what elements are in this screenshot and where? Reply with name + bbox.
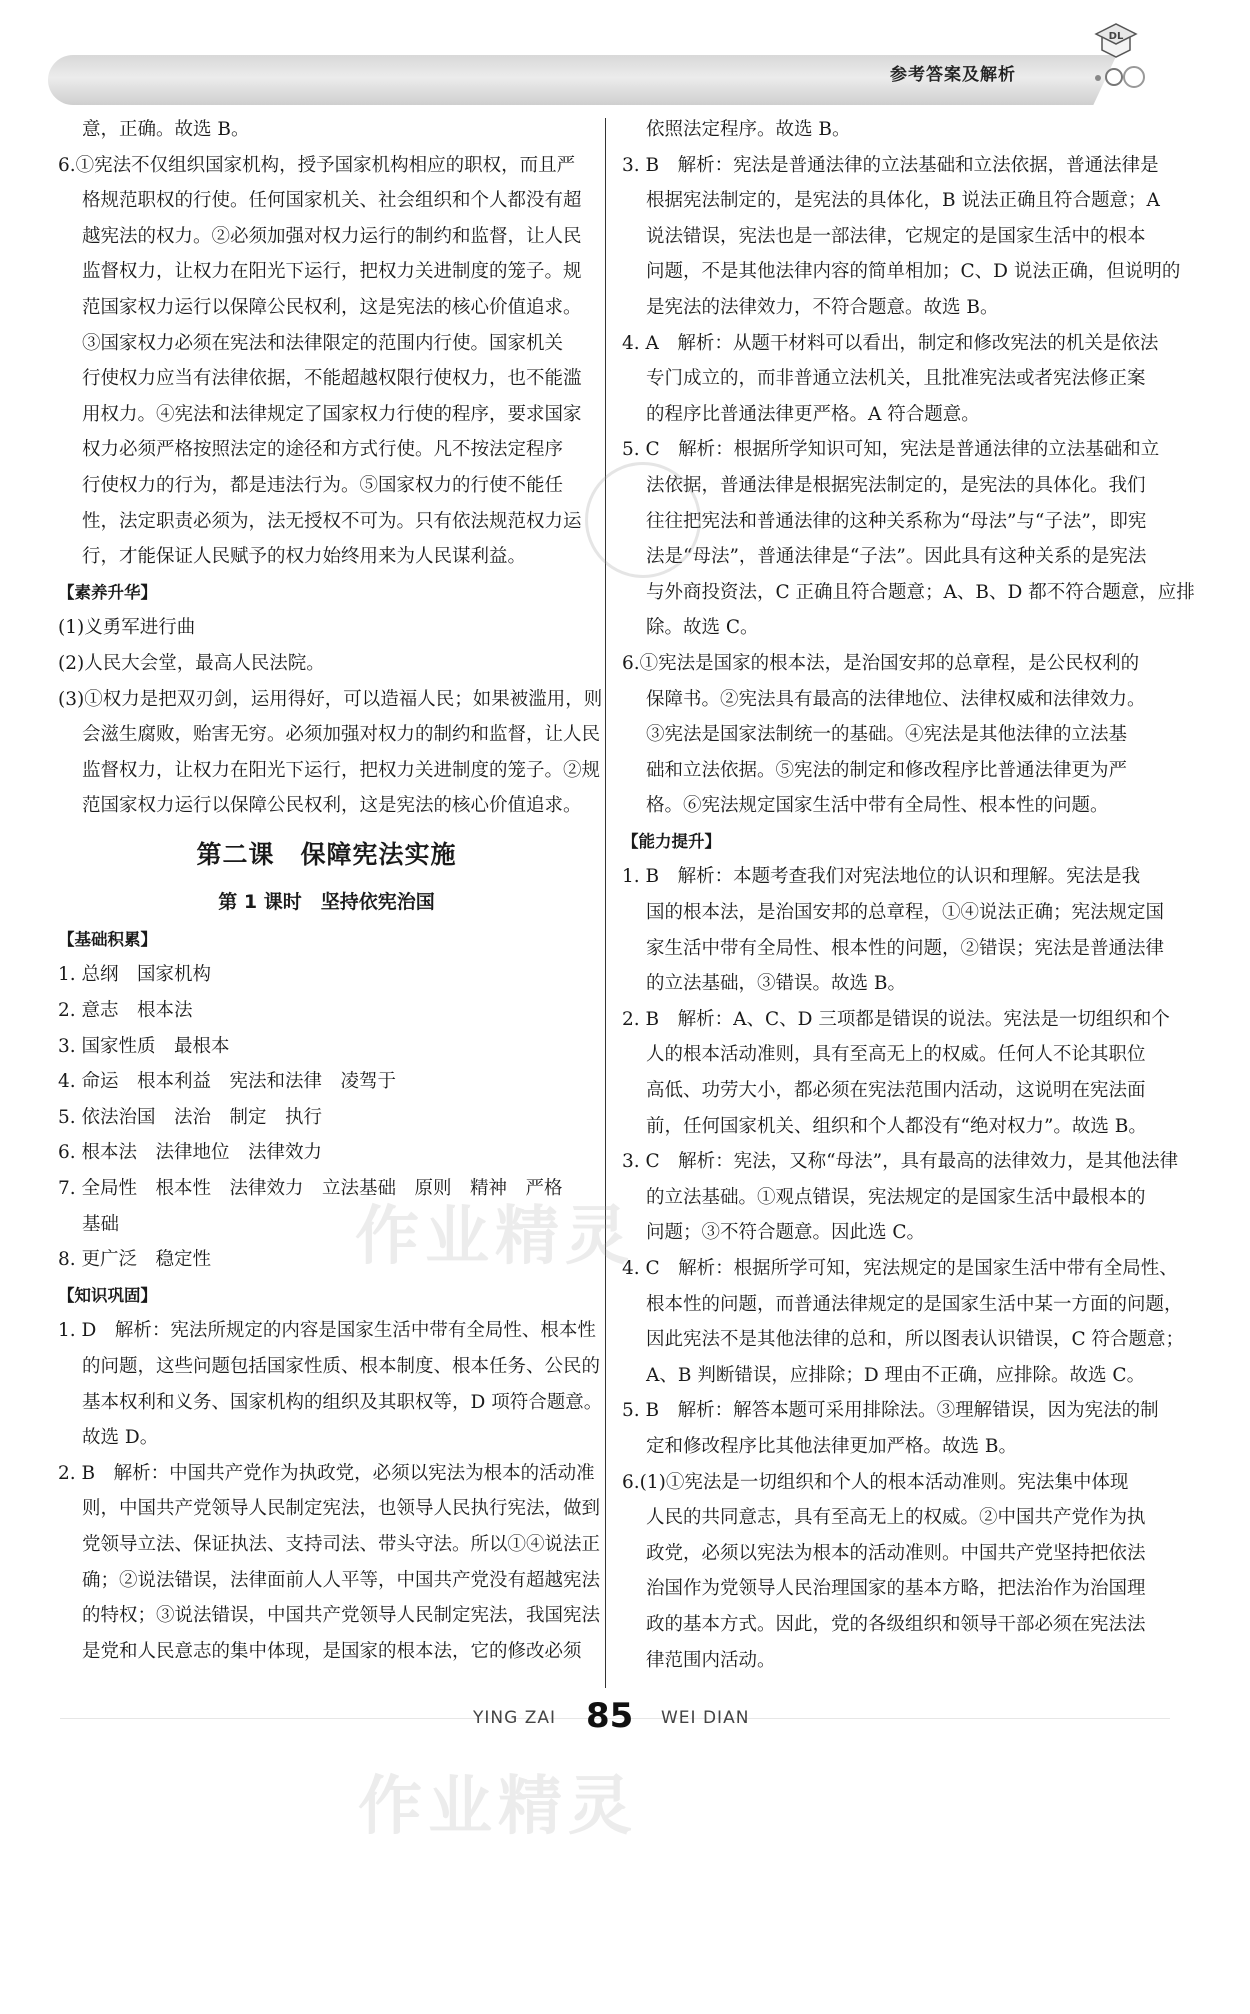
text-line: 5. C 解析：根据所学知识可知，宪法是普通法律的立法基础和立 <box>622 439 1160 461</box>
text-line: 行使权力的行为，都是违法行为。⑤国家权力的行使不能任 <box>82 474 564 496</box>
text-line: 监督权力，让权力在阳光下运行，把权力关进制度的笼子。规 <box>82 261 582 283</box>
section-heading-gonggu: 【知识巩固】 <box>58 1285 157 1305</box>
text-line: 越宪法的权力。②必须加强对权力运行的制约和监督，让人民 <box>82 225 582 247</box>
footer-right-text: WEI DIAN <box>661 1708 750 1728</box>
text-line: 问题；③不符合题意。因此选 C。 <box>646 1222 926 1244</box>
text-line: 高低、功劳大小，都必须在宪法范围内活动，这说明在宪法面 <box>646 1080 1146 1102</box>
text-line: 因此宪法不是其他法律的总和，所以图表认识错误，C 符合题意； <box>646 1329 1185 1351</box>
text-line: 政党，必须以宪法为根本的活动准则。中国共产党坚持把依法 <box>646 1542 1146 1564</box>
text-line: 性，法定职责必须为，法无授权不可为。只有依法规范权力运 <box>82 510 582 532</box>
text-line: 往往把宪法和普通法律的这种关系称为“母法”与“子法”，即宪 <box>646 510 1147 532</box>
text-line: 2. B 解析：A、C、D 三项都是错误的说法。宪法是一切组织和个 <box>622 1008 1170 1030</box>
text-line: 法是“母法”，普通法律是“子法”。因此具有这种关系的是宪法 <box>646 546 1147 568</box>
text-line: 是党和人民意志的集中体现，是国家的根本法，它的修改必须 <box>82 1640 582 1662</box>
text-line: 的程序比普通法律更严格。A 符合题意。 <box>646 403 980 425</box>
text-line: 党领导立法、保证执法、支持司法、带头守法。所以①④说法正 <box>82 1533 601 1555</box>
text-line: 格规范职权的行使。任何国家机关、社会组织和个人都没有超 <box>82 190 582 212</box>
text-line: 前，任何国家机关、组织和个人都没有“绝对权力”。故选 B。 <box>646 1115 1147 1137</box>
text-line: 人的根本活动准则，具有至高无上的权威。任何人不论其职位 <box>646 1044 1146 1066</box>
text-line: 3. B 解析：宪法是普通法律的立法基础和立法依据，普通法律是 <box>622 154 1159 176</box>
text-line: 4. C 解析：根据所学可知，宪法规定的是国家生活中带有全局性、 <box>622 1258 1178 1279</box>
text-line: 的特权；③说法错误，中国共产党领导人民制定宪法，我国宪法 <box>82 1605 601 1627</box>
text-line: 础和立法依据。⑤宪法的制定和修改程序比普通法律更为严 <box>646 759 1128 781</box>
text-line: 3. 国家性质 最根本 <box>58 1035 230 1057</box>
text-line: 5. B 解析：解答本题可采用排除法。③理解错误，因为宪法的制 <box>622 1400 1159 1422</box>
lesson-subtitle: 第 1 课时 坚持依宪治国 <box>218 890 435 913</box>
seal-stamp-icon <box>585 462 701 578</box>
text-line: 与外商投资法，C 正确且符合题意；A、B、D 都不符合题意，应排 <box>646 581 1195 603</box>
text-line: 专门成立的，而非普通立法机关，且批准宪法或者宪法修正案 <box>646 368 1146 390</box>
text-line: 范国家权力运行以保障公民权利，这是宪法的核心价值追求。 <box>82 795 582 817</box>
text-line: 意，正确。故选 B。 <box>82 119 250 140</box>
text-line: 保障书。②宪法具有最高的法律地位、法律权威和法律效力。 <box>646 688 1146 710</box>
text-line: ③宪法是国家法制统一的基础。④宪法是其他法律的立法基 <box>646 724 1128 746</box>
header-title: 参考答案及解析 <box>890 65 1016 85</box>
text-line: 行，才能保证人民赋予的权力始终用来为人民谋利益。 <box>82 546 527 568</box>
text-line: 5. 依法治国 法治 制定 执行 <box>58 1106 323 1128</box>
text-line: (2)人民大会堂，最高人民法院。 <box>58 652 325 674</box>
section-heading-jichu: 【基础积累】 <box>58 929 157 949</box>
text-line: 权力必须严格按照法定的途径和方式行使。凡不按法定程序 <box>82 439 564 461</box>
text-line: 4. A 解析：从题干材料可以看出，制定和修改宪法的机关是依法 <box>622 332 1159 354</box>
text-line: 3. C 解析：宪法，又称“母法”，具有最高的法律效力，是其他法律 <box>622 1151 1179 1173</box>
text-line: 则，中国共产党领导人民制定宪法，也领导人民执行宪法，做到 <box>82 1498 601 1520</box>
text-line: 律范围内活动。 <box>646 1649 776 1671</box>
text-line: 故选 D。 <box>82 1427 159 1449</box>
text-line: ③国家权力必须在宪法和法律限定的范围内行使。国家机关 <box>82 332 564 354</box>
text-line: 7. 全局性 根本性 法律效力 立法基础 原则 精神 严格 <box>58 1178 563 1200</box>
column-divider <box>605 118 606 1688</box>
text-line: 1. B 解析：本题考查我们对宪法地位的认识和理解。宪法是我 <box>622 866 1141 888</box>
decorative-rings-icon <box>1084 60 1159 94</box>
text-line: 范国家权力运行以保障公民权利，这是宪法的核心价值追求。 <box>82 296 582 318</box>
text-line: 基本权利和义务、国家机构的组织及其职权等，D 项符合题意。 <box>82 1391 603 1413</box>
text-line: (3)①权力是把双刃剑，运用得好，可以造福人民；如果被滥用，则 <box>58 688 603 710</box>
lesson-title: 第二课 保障宪法实施 <box>196 839 457 869</box>
text-line: 6.(1)①宪法是一切组织和个人的根本活动准则。宪法集中体现 <box>622 1471 1129 1493</box>
text-line: 6.①宪法是国家的根本法，是治国安邦的总章程，是公民权利的 <box>622 652 1140 674</box>
text-line: 是宪法的法律效力，不符合题意。故选 B。 <box>646 296 999 318</box>
text-line: 确；②说法错误，法律面前人人平等，中国共产党没有超越宪法 <box>82 1569 601 1591</box>
text-line: (1)义勇军进行曲 <box>58 617 196 639</box>
watermark: 作业精灵 <box>355 1200 635 1274</box>
text-line: 2. 意志 根本法 <box>58 1000 193 1022</box>
text-line: 定和修改程序比其他法律更加严格。故选 B。 <box>646 1435 1017 1457</box>
text-line: 监督权力，让权力在阳光下运行，把权力关进制度的笼子。②规 <box>82 759 601 781</box>
text-line: 依照法定程序。故选 B。 <box>646 119 851 140</box>
page-number: 85 <box>586 1696 634 1736</box>
text-line: 6. 根本法 法律地位 法律效力 <box>58 1142 323 1164</box>
text-line: 格。⑥宪法规定国家生活中带有全局性、根本性的问题。 <box>646 795 1109 817</box>
text-line: 2. B 解析：中国共产党作为执政党，必须以宪法为根本的活动准 <box>58 1462 595 1484</box>
left-column <box>58 112 603 1669</box>
text-line: 1. 总纲 国家机构 <box>58 964 212 986</box>
text-line: 1. D 解析：宪法所规定的内容是国家生活中带有全局性、根本性 <box>58 1320 596 1342</box>
text-line: 法依据，普通法律是根据宪法制定的，是宪法的具体化。我们 <box>646 474 1146 496</box>
text-line: 基础 <box>82 1213 120 1235</box>
text-line: 用权力。④宪法和法律规定了国家权力行使的程序，要求国家 <box>82 403 582 425</box>
text-line: 国的根本法，是治国安邦的总章程，①④说法正确；宪法规定国 <box>646 902 1165 924</box>
text-line: 根据宪法制定的，是宪法的具体化，B 说法正确且符合题意；A <box>646 190 1160 212</box>
text-line: 的立法基础。①观点错误，宪法规定的是国家生活中最根本的 <box>646 1186 1146 1208</box>
text-line: 6.①宪法不仅组织国家机构，授予国家机构相应的职权，而且严 <box>58 154 576 176</box>
text-line: 根本性的问题，而普通法律规定的是国家生活中某一方面的问题， <box>646 1293 1183 1315</box>
text-line: 8. 更广泛 稳定性 <box>58 1249 212 1271</box>
text-line: 说法错误，宪法也是一部法律，它规定的是国家生活中的根本 <box>646 225 1146 247</box>
text-line: A、B 判断错误，应排除；D 理由不正确，应排除。故选 C。 <box>646 1364 1146 1386</box>
section-heading-suyang: 【素养升华】 <box>58 582 157 602</box>
text-line: 人民的共同意志，具有至高无上的权威。②中国共产党作为执 <box>646 1507 1146 1529</box>
text-line: 问题，不是其他法律内容的简单相加；C、D 说法正确，但说明的 <box>646 261 1181 283</box>
section-heading-nengli: 【能力提升】 <box>622 831 721 851</box>
logo-badge-icon <box>1092 20 1140 60</box>
text-line: 4. 命运 根本利益 宪法和法律 凌驾于 <box>58 1071 397 1093</box>
logo-text: DL <box>1108 31 1124 42</box>
right-column <box>622 112 1195 1678</box>
text-line: 的问题，这些问题包括国家性质、根本制度、根本任务、公民的 <box>82 1356 601 1377</box>
text-line: 家生活中带有全局性、根本性的问题，②错误；宪法是普通法律 <box>646 937 1165 959</box>
footer-left-text: YING ZAI <box>473 1708 556 1728</box>
text-line: 的立法基础，③错误。故选 B。 <box>646 973 906 995</box>
text-line: 会滋生腐败，贻害无穷。必须加强对权力的制约和监督，让人民 <box>82 724 601 746</box>
watermark: 作业精灵 <box>358 1770 638 1844</box>
text-line: 除。故选 C。 <box>646 617 759 639</box>
text-line: 行使权力应当有法律依据，不能超越权限行使权力，也不能滥 <box>82 368 582 390</box>
text-line: 政的基本方式。因此，党的各级组织和领导干部必须在宪法法 <box>646 1613 1146 1635</box>
text-line: 治国作为党领导人民治理国家的基本方略，把法治作为治国理 <box>646 1578 1146 1600</box>
